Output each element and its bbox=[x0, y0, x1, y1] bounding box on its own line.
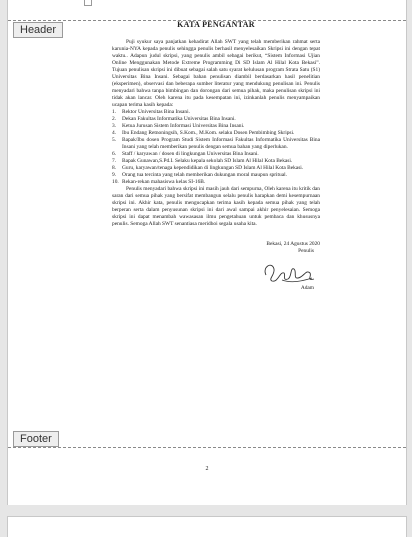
list-item-number: 3. bbox=[112, 123, 117, 129]
signature-block bbox=[112, 241, 320, 292]
list-item-text: Rektor Universitas Bina Insani. bbox=[122, 109, 190, 115]
list-item-text: Rekan-rekan mahasiswa kelas SI-16B. bbox=[122, 179, 206, 185]
list-item bbox=[112, 151, 320, 158]
acknowledgement-list bbox=[112, 109, 320, 186]
document-page bbox=[7, 0, 407, 505]
list-item-text: Bapak/Ibu dosen Program Studi Sistem Informasi Fakultas Informatika Universitas Bina Insani yang telah memberikan penulis dengan semua bahan yang diperlukan. bbox=[122, 137, 320, 150]
list-item bbox=[112, 165, 320, 172]
closing-paragraph: Penulis menyadari bahwa skripsi ini masih jauh dari sempurna, Oleh karena itu kritik dan saran dari semua pihak yang bersifat membangun selalu penulis harapkan demi kesempurnaan skripsi ini. Akhir kata, penulis mengucapkan terima kasih kepada semua pihak yang telah berperan serta dalam penyusunan skripsi ini dari awal sampai akhir penyelesaian. Semoga skripsi ini dapat menambah wawasasan ilmu pengetahuan untuk pembaca dan khususnya penulis. Semoga Allah SWT senantiasa meridhoi segala usaha kita. bbox=[112, 186, 320, 227]
list-item bbox=[112, 123, 320, 130]
list-item-text: Ketua Jurusan Sistem Informasi Universitas Bina Insani. bbox=[122, 123, 245, 129]
list-item bbox=[112, 137, 320, 151]
author-name: Adam bbox=[300, 285, 314, 291]
list-item-number: 2. bbox=[112, 116, 117, 122]
list-item-text: Ibu Endang Retnoningsih, S.Kom., M.Kom. selaku Dosen Pembimbing Skripsi. bbox=[122, 130, 295, 136]
footer-boundary-line bbox=[8, 447, 406, 448]
header-tab[interactable]: Header bbox=[13, 22, 63, 38]
list-item bbox=[112, 179, 320, 186]
list-item-number: 7. bbox=[112, 158, 117, 164]
list-item bbox=[112, 130, 320, 137]
list-item-text: Dekan Fakultas Informatika Universitas Bina Insani. bbox=[122, 116, 236, 122]
list-item bbox=[112, 172, 320, 179]
list-item-number: 6. bbox=[112, 151, 117, 157]
list-item-text: Bapak Gunawan,S.Pd.I. Selaku kepala sekolah SD Islam Al Hilal Kota Bekasi. bbox=[122, 158, 293, 164]
place-date: Bekasi, 24 Agustus 2020 bbox=[266, 241, 320, 247]
list-item-text: Orang tua tercinta yang telah memberikan dukungan moral maupun spritual. bbox=[122, 172, 287, 178]
list-item bbox=[112, 109, 320, 116]
list-item-number: 1. bbox=[112, 109, 117, 115]
next-page-edge bbox=[7, 516, 407, 537]
list-item-number: 8. bbox=[112, 165, 117, 171]
list-item-text: Staff / karyawan / dosen di lingkungan Universitas Bina Insani. bbox=[122, 151, 259, 157]
text-boundary-marker bbox=[84, 0, 92, 6]
list-item bbox=[112, 158, 320, 165]
author-role: Penulis bbox=[298, 248, 314, 254]
list-item-number: 10. bbox=[112, 179, 119, 185]
page-title: KATA PENGANTAR bbox=[177, 20, 255, 29]
list-item bbox=[112, 116, 320, 123]
handwritten-signature-icon bbox=[260, 259, 320, 285]
document-content[interactable] bbox=[112, 21, 320, 292]
page-number: 2 bbox=[205, 466, 209, 472]
list-item-text: Guru, karyawan/tenaga kependidikan di lingkungan SD Islam Al Hilal Kota Bekasi. bbox=[122, 165, 304, 171]
list-item-number: 9. bbox=[112, 172, 117, 178]
list-item-number: 5. bbox=[112, 137, 117, 143]
opening-paragraph: Puji syukur saya panjatkan kehadirat Allah SWT yang telah memberikan rahmat serta karunia-NYA kepada penulis sehingga penulis berhasil menyelesaikan Skripsi ini dengan tepat waktu.. Adapun judul skripsi, yang penulis ambil sebagai berikut, “Sistem Informasi Ujian Online Menggunakan Metode Extreme Programming Di SD Islam Al Hilal Kota Bekasi”. Tujuan penulisan skripsi ini dibuat sebagai salah satu syarat kelulusan program Strata Satu (S1) Universitas Bina Insani. Sebagai bahan penulisan diambil berdasarkan hasil penelitian (eksperimen), observasi dan beberapa sumber literatur yang mendukung penulisan ini. Penulis menyadari bahwa tanpa bimbingan dan dorongan dari semua pihak, maka penulisan skripsi ini tidak akan lancar. Oleh karena itu pada kesempatan ini, izinkanlah penulis menyampaikan ucapan terima kasih kepada: bbox=[112, 39, 320, 108]
footer-tab[interactable]: Footer bbox=[13, 431, 59, 447]
list-item-number: 4. bbox=[112, 130, 117, 136]
